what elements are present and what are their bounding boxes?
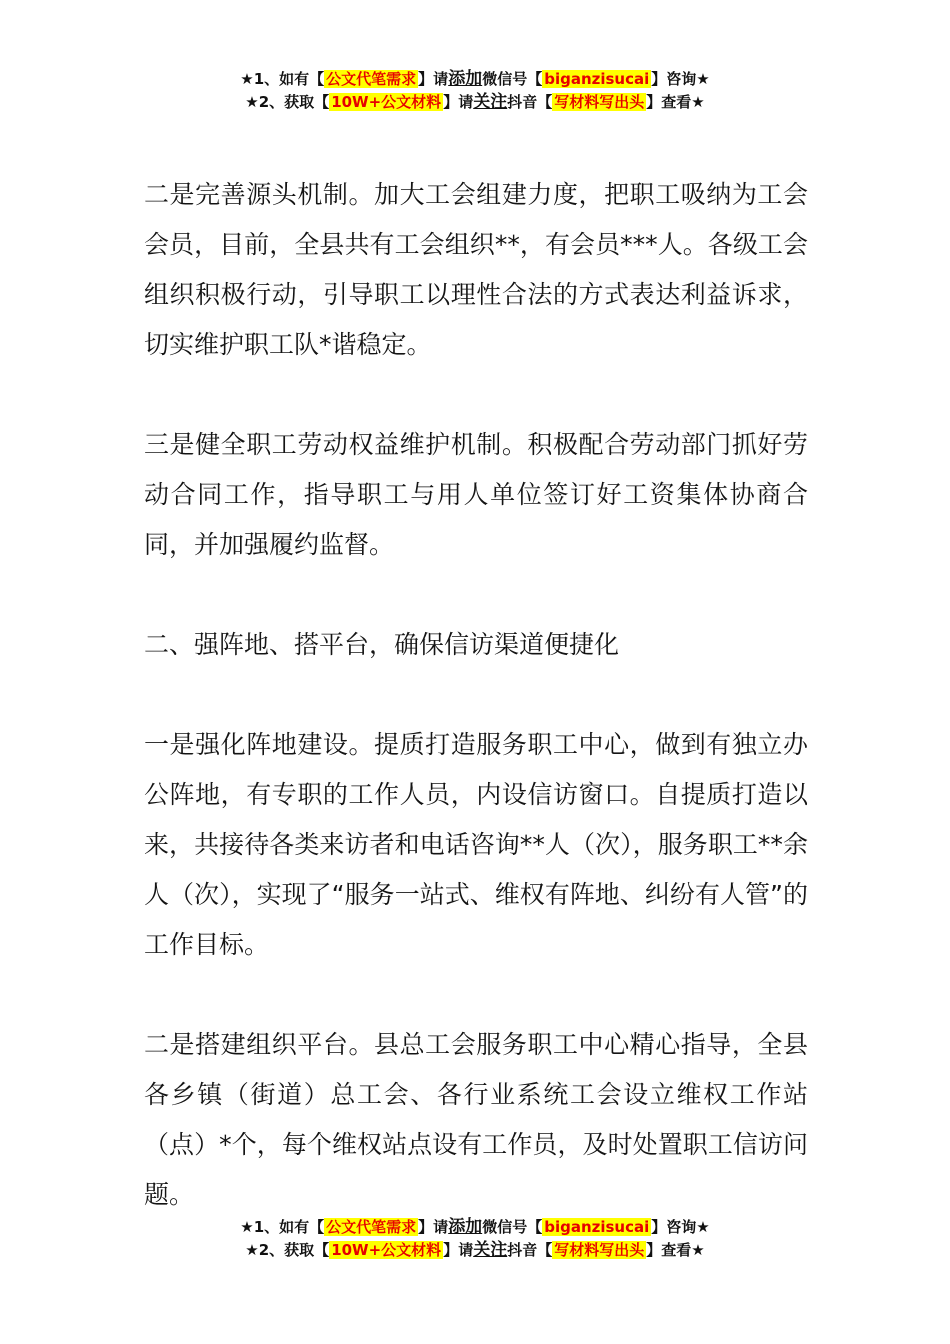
paragraph-position-building: 一是强化阵地建设。提质打造服务职工中心，做到有独立办公阵地，有专职的工作人员，内设信访窗口。自提质打造以来，共接待各类来访者和电话咨询**人（次），服务职工**余人（次），实现了“服务一站式、维权有阵地、纠纷有人管”的工作目标。 [144,730,808,959]
section-heading: 二、强阵地、搭平台，确保信访渠道便捷化 [144,630,620,659]
highlight-douyin-id: 写材料写出头 [554,1241,645,1259]
highlight-wechat-id: biganzisucai [544,1218,650,1236]
banner-line-2: ★2、获取【 10W+公文材料 】请关注抖音【 写材料写出头 】查看★ [245,92,705,112]
highlight-materials: 10W+公文材料 [331,93,442,111]
highlight-douyin-id: 写材料写出头 [554,93,645,111]
banner-line-1: ★1、如有【 公文代笔需求 】请添加微信号【 biganzisucai 】咨询★ [240,69,710,89]
paragraph-source-mechanism: 二是完善源头机制。加大工会组建力度，把职工吸纳为工会会员，目前，全县共有工会组织**，有会员***人。各级工会组织积极行动，引导职工以理性合法的方式表达利益诉求，切实维护职工队*谐稳定。 [144,180,808,359]
paragraph-labor-rights: 三是健全职工劳动权益维护机制。积极配合劳动部门抓好劳动合同工作，指导职工与用人单位签订好工资集体协商合同，并加强履约监督。 [144,430,808,559]
highlight-service: 公文代笔需求 [326,70,417,88]
header-banner [0,68,950,114]
banner-line-1: ★1、如有【 公文代笔需求 】请添加微信号【 biganzisucai 】咨询★ [240,1217,710,1237]
highlight-service: 公文代笔需求 [326,1218,417,1236]
document-body [144,170,808,1220]
paragraph-organization-platform: 二是搭建组织平台。县总工会服务职工中心精心指导，全县各乡镇（街道）总工会、各行业系统工会设立维权工作站（点）*个，每个维权站点设有工作员，及时处置职工信访问题。 [144,1030,808,1209]
highlight-wechat-id: biganzisucai [544,70,650,88]
highlight-materials: 10W+公文材料 [331,1241,442,1259]
footer-banner [0,1216,950,1262]
banner-line-2: ★2、获取【 10W+公文材料 】请关注抖音【 写材料写出头 】查看★ [245,1240,705,1260]
